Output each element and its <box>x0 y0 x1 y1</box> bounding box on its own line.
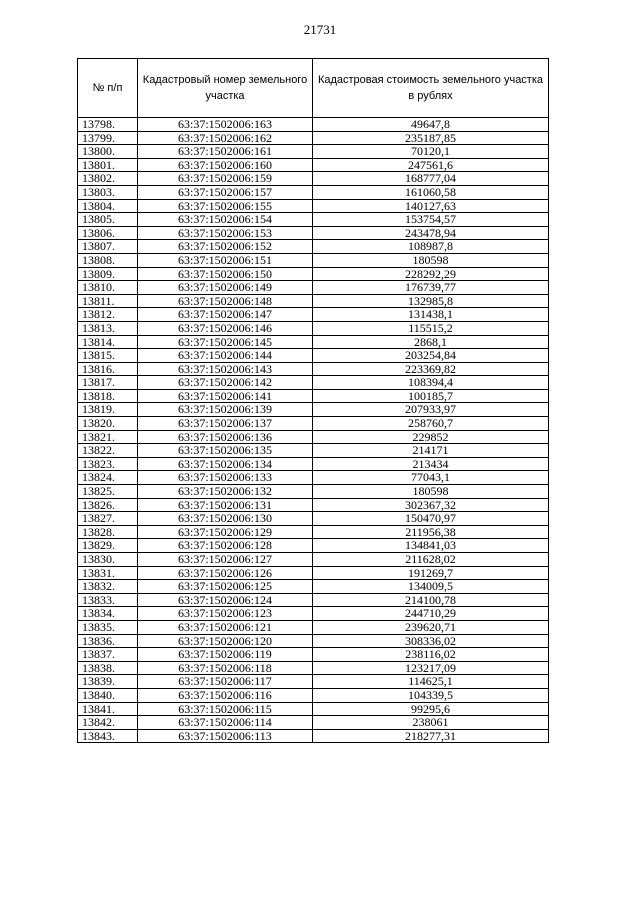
header-cadastral-number: Кадастровый номер земельного участка <box>138 59 313 118</box>
row-number: 13811. <box>78 294 138 308</box>
table-row <box>78 267 549 281</box>
row-number: 13838. <box>78 661 138 675</box>
table-row <box>78 389 549 403</box>
cadastral-number: 63:37:1502006:139 <box>138 403 313 417</box>
cadastral-number: 63:37:1502006:117 <box>138 675 313 689</box>
table-row <box>78 403 549 417</box>
page-number: 21731 <box>303 22 337 37</box>
row-number: 13836. <box>78 634 138 648</box>
cadastral-number: 63:37:1502006:151 <box>138 253 313 267</box>
cadastral-number: 63:37:1502006:162 <box>138 131 313 145</box>
cadastral-value: 104339,5 <box>313 688 549 702</box>
row-number: 13823. <box>78 457 138 471</box>
row-number: 13815. <box>78 349 138 363</box>
cadastral-value: 134841,03 <box>313 539 549 553</box>
table-row <box>78 566 549 580</box>
cadastral-value: 207933,97 <box>313 403 549 417</box>
table-row <box>78 349 549 363</box>
cadastral-value-table <box>77 58 549 743</box>
cadastral-value: 238116,02 <box>313 648 549 662</box>
cadastral-value: 228292,29 <box>313 267 549 281</box>
cadastral-value: 191269,7 <box>313 566 549 580</box>
cadastral-value: 153754,57 <box>313 213 549 227</box>
row-number: 13827. <box>78 512 138 526</box>
cadastral-number: 63:37:1502006:159 <box>138 172 313 186</box>
cadastral-value: 115515,2 <box>313 321 549 335</box>
cadastral-number: 63:37:1502006:119 <box>138 648 313 662</box>
cadastral-value: 99295,6 <box>313 702 549 716</box>
cadastral-number: 63:37:1502006:120 <box>138 634 313 648</box>
cadastral-number: 63:37:1502006:153 <box>138 226 313 240</box>
table-row <box>78 308 549 322</box>
table-row <box>78 362 549 376</box>
table-row <box>78 281 549 295</box>
table-row <box>78 145 549 159</box>
cadastral-number: 63:37:1502006:146 <box>138 321 313 335</box>
cadastral-number: 63:37:1502006:145 <box>138 335 313 349</box>
cadastral-number: 63:37:1502006:141 <box>138 389 313 403</box>
cadastral-number: 63:37:1502006:127 <box>138 553 313 567</box>
cadastral-value: 308336,02 <box>313 634 549 648</box>
cadastral-value: 123217,09 <box>313 661 549 675</box>
cadastral-value: 161060,58 <box>313 185 549 199</box>
cadastral-number: 63:37:1502006:149 <box>138 281 313 295</box>
row-number: 13805. <box>78 213 138 227</box>
cadastral-value: 214171 <box>313 444 549 458</box>
table-row <box>78 294 549 308</box>
cadastral-number: 63:37:1502006:131 <box>138 498 313 512</box>
row-number: 13820. <box>78 417 138 431</box>
row-number: 13841. <box>78 702 138 716</box>
row-number: 13809. <box>78 267 138 281</box>
cadastral-number: 63:37:1502006:134 <box>138 457 313 471</box>
cadastral-value: 223369,82 <box>313 362 549 376</box>
table-row <box>78 457 549 471</box>
cadastral-number: 63:37:1502006:157 <box>138 185 313 199</box>
table-row <box>78 131 549 145</box>
row-number: 13808. <box>78 253 138 267</box>
cadastral-value: 131438,1 <box>313 308 549 322</box>
cadastral-value: 140127,63 <box>313 199 549 213</box>
cadastral-value: 100185,7 <box>313 389 549 403</box>
row-number: 13833. <box>78 593 138 607</box>
table-row <box>78 417 549 431</box>
row-number: 13828. <box>78 525 138 539</box>
row-number: 13810. <box>78 281 138 295</box>
cadastral-number: 63:37:1502006:135 <box>138 444 313 458</box>
row-number: 13800. <box>78 145 138 159</box>
cadastral-number: 63:37:1502006:121 <box>138 620 313 634</box>
cadastral-number: 63:37:1502006:154 <box>138 213 313 227</box>
row-number: 13822. <box>78 444 138 458</box>
cadastral-value: 180598 <box>313 253 549 267</box>
table-row <box>78 118 549 132</box>
table-row <box>78 634 549 648</box>
cadastral-number: 63:37:1502006:116 <box>138 688 313 702</box>
table-row <box>78 172 549 186</box>
row-number: 13816. <box>78 362 138 376</box>
cadastral-number: 63:37:1502006:160 <box>138 158 313 172</box>
cadastral-value: 77043,1 <box>313 471 549 485</box>
row-number: 13830. <box>78 553 138 567</box>
row-number: 13837. <box>78 648 138 662</box>
row-number: 13807. <box>78 240 138 254</box>
cadastral-value: 218277,31 <box>313 729 549 743</box>
row-number: 13818. <box>78 389 138 403</box>
row-number: 13821. <box>78 430 138 444</box>
table-row <box>78 607 549 621</box>
table-row <box>78 498 549 512</box>
cadastral-value: 180598 <box>313 485 549 499</box>
table-row <box>78 444 549 458</box>
row-number: 13813. <box>78 321 138 335</box>
row-number: 13839. <box>78 675 138 689</box>
row-number: 13799. <box>78 131 138 145</box>
row-number: 13817. <box>78 376 138 390</box>
cadastral-number: 63:37:1502006:150 <box>138 267 313 281</box>
cadastral-number: 63:37:1502006:126 <box>138 566 313 580</box>
cadastral-value: 132985,8 <box>313 294 549 308</box>
cadastral-number: 63:37:1502006:137 <box>138 417 313 431</box>
cadastral-value: 247561,6 <box>313 158 549 172</box>
cadastral-value: 176739,77 <box>313 281 549 295</box>
cadastral-number: 63:37:1502006:148 <box>138 294 313 308</box>
row-number: 13826. <box>78 498 138 512</box>
cadastral-number: 63:37:1502006:114 <box>138 716 313 730</box>
cadastral-value: 211956,38 <box>313 525 549 539</box>
row-number: 13832. <box>78 580 138 594</box>
cadastral-value: 214100,78 <box>313 593 549 607</box>
cadastral-number: 63:37:1502006:142 <box>138 376 313 390</box>
row-number: 13835. <box>78 620 138 634</box>
table-row <box>78 185 549 199</box>
cadastral-number: 63:37:1502006:133 <box>138 471 313 485</box>
header-cadastral-value: Кадастровая стоимость земельного участка в рублях <box>313 59 549 118</box>
cadastral-number: 63:37:1502006:144 <box>138 349 313 363</box>
cadastral-number: 63:37:1502006:124 <box>138 593 313 607</box>
row-number: 13843. <box>78 729 138 743</box>
cadastral-number: 63:37:1502006:123 <box>138 607 313 621</box>
table-row <box>78 648 549 662</box>
table-body <box>78 118 549 743</box>
table-row <box>78 253 549 267</box>
row-number: 13806. <box>78 226 138 240</box>
cadastral-value: 235187,85 <box>313 131 549 145</box>
cadastral-value: 211628,02 <box>313 553 549 567</box>
table-row <box>78 485 549 499</box>
cadastral-value: 108394,4 <box>313 376 549 390</box>
table-row <box>78 580 549 594</box>
table-row <box>78 471 549 485</box>
cadastral-number: 63:37:1502006:113 <box>138 729 313 743</box>
row-number: 13798. <box>78 118 138 132</box>
row-number: 13803. <box>78 185 138 199</box>
table-row <box>78 702 549 716</box>
row-number: 13834. <box>78 607 138 621</box>
row-number: 13824. <box>78 471 138 485</box>
cadastral-value: 134009,5 <box>313 580 549 594</box>
table-row <box>78 729 549 743</box>
cadastral-value: 2868,1 <box>313 335 549 349</box>
cadastral-value: 168777,04 <box>313 172 549 186</box>
table-row <box>78 661 549 675</box>
row-number: 13802. <box>78 172 138 186</box>
cadastral-value: 244710,29 <box>313 607 549 621</box>
row-number: 13819. <box>78 403 138 417</box>
table-row <box>78 716 549 730</box>
cadastral-value: 302367,32 <box>313 498 549 512</box>
cadastral-number: 63:37:1502006:147 <box>138 308 313 322</box>
table-row <box>78 553 549 567</box>
cadastral-number: 63:37:1502006:136 <box>138 430 313 444</box>
cadastral-number: 63:37:1502006:130 <box>138 512 313 526</box>
cadastral-number: 63:37:1502006:132 <box>138 485 313 499</box>
table-row <box>78 593 549 607</box>
cadastral-number: 63:37:1502006:161 <box>138 145 313 159</box>
table-row <box>78 539 549 553</box>
table-row <box>78 525 549 539</box>
cadastral-value: 70120,1 <box>313 145 549 159</box>
cadastral-number: 63:37:1502006:155 <box>138 199 313 213</box>
cadastral-value: 203254,84 <box>313 349 549 363</box>
table-row <box>78 675 549 689</box>
table-row <box>78 688 549 702</box>
table-row <box>78 376 549 390</box>
table-row <box>78 240 549 254</box>
cadastral-number: 63:37:1502006:125 <box>138 580 313 594</box>
cadastral-number: 63:37:1502006:143 <box>138 362 313 376</box>
table-row <box>78 199 549 213</box>
cadastral-number: 63:37:1502006:128 <box>138 539 313 553</box>
row-number: 13825. <box>78 485 138 499</box>
cadastral-number: 63:37:1502006:163 <box>138 118 313 132</box>
row-number: 13801. <box>78 158 138 172</box>
cadastral-value: 243478,94 <box>313 226 549 240</box>
table-row <box>78 512 549 526</box>
cadastral-value: 238061 <box>313 716 549 730</box>
cadastral-number: 63:37:1502006:129 <box>138 525 313 539</box>
row-number: 13812. <box>78 308 138 322</box>
row-number: 13831. <box>78 566 138 580</box>
table-row <box>78 158 549 172</box>
cadastral-value: 239620,71 <box>313 620 549 634</box>
table-row <box>78 620 549 634</box>
table-row <box>78 226 549 240</box>
table-row <box>78 430 549 444</box>
cadastral-number: 63:37:1502006:118 <box>138 661 313 675</box>
table-header-row <box>78 59 549 118</box>
row-number: 13840. <box>78 688 138 702</box>
cadastral-value: 114625,1 <box>313 675 549 689</box>
row-number: 13814. <box>78 335 138 349</box>
row-number: 13842. <box>78 716 138 730</box>
header-number: № п/п <box>78 59 138 118</box>
cadastral-value: 49647,8 <box>313 118 549 132</box>
cadastral-value: 258760,7 <box>313 417 549 431</box>
row-number: 13804. <box>78 199 138 213</box>
cadastral-value: 213434 <box>313 457 549 471</box>
table-row <box>78 213 549 227</box>
cadastral-value: 108987,8 <box>313 240 549 254</box>
table-row <box>78 321 549 335</box>
cadastral-value: 229852 <box>313 430 549 444</box>
cadastral-number: 63:37:1502006:115 <box>138 702 313 716</box>
table-row <box>78 335 549 349</box>
cadastral-value: 150470,97 <box>313 512 549 526</box>
cadastral-number: 63:37:1502006:152 <box>138 240 313 254</box>
row-number: 13829. <box>78 539 138 553</box>
